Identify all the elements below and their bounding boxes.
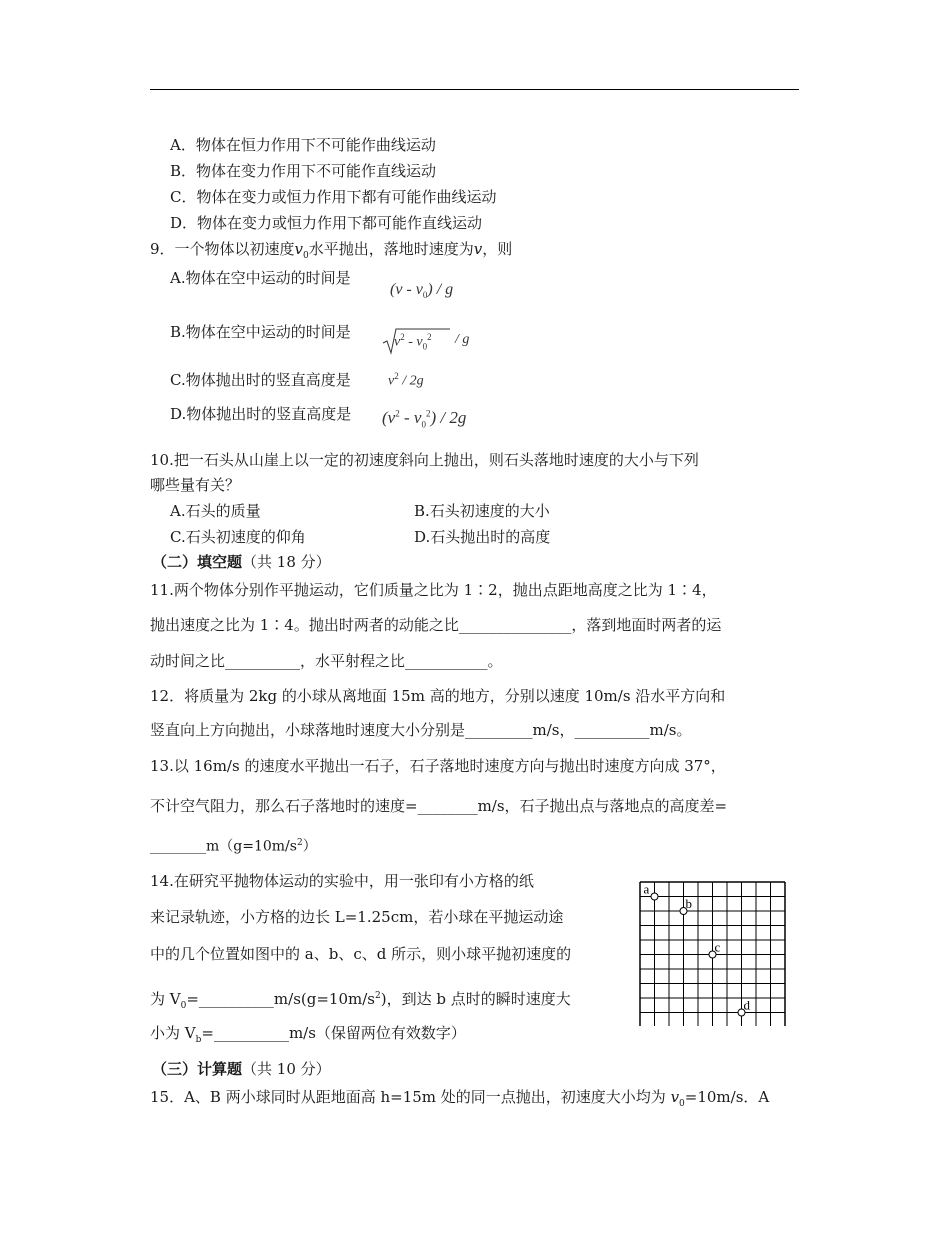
q9-option-b: B.物体在空中运动的时间是 <box>170 323 351 341</box>
trajectory-grid-figure <box>638 880 788 1026</box>
q10-option-b: B.石头初速度的大小 <box>414 502 550 520</box>
q11-line-1: 11.两个物体分别作平抛运动，它们质量之比为 1∶2，抛出点距地高度之比为 1∶4， <box>150 581 717 599</box>
q14-line-3: 中的几个位置如图中的 a、b、c、d 所示，则小球平抛初速度的 <box>150 945 572 963</box>
section-2-heading: （二）填空题（共 18 分） <box>152 553 331 571</box>
q9-option-d: D.物体抛出时的竖直高度是 <box>170 405 352 423</box>
q8-option-a: A．物体在恒力作用下不可能作曲线运动 <box>170 136 436 154</box>
trajectory-point-label-b: b <box>685 896 692 911</box>
q14-line-4: 为 $V_0=\_\_\_\_\_\_\_\_\_\_m/s(g=10m/s^2)$，到达 b 点时的瞬时速度大 <box>150 990 571 1011</box>
q9-option-a-formula: $(v - v_0)$ / g <box>390 281 454 301</box>
header-rule <box>150 89 799 90</box>
q10-option-a: A.石头的质量 <box>170 502 261 520</box>
q14-line-2: 来记录轨迹，小方格的边长 L=1.25cm，若小球在平抛运动途 <box>150 908 564 926</box>
q14-line-1: 14.在研究平抛物体运动的实验中，用一张印有小方格的纸 <box>150 872 534 890</box>
trajectory-point-label-a: a <box>643 881 650 897</box>
trajectory-point-a <box>651 893 658 900</box>
q13-line-2: 不计空气阻力，那么石子落地时的速度=________m/s，石子抛出点与落地点的高度差= <box>150 797 728 815</box>
q12-line-2: 竖直向上方向抛出，小球落地时速度大小分别是_________m/s，__________m/s。 <box>150 721 692 739</box>
q9-option-d-formula: $(v^2 - v_0^2) / 2g$ <box>382 408 467 430</box>
q13-line-3: $\_\_\_\_\_\_\_\_m(g=10m/s^2)$ <box>150 838 317 855</box>
trajectory-point-label-c: c <box>714 939 721 955</box>
q10-option-c: C.石头初速度的仰角 <box>170 528 306 546</box>
q8-option-d: D．物体在变力或恒力作用下都可能作直线运动 <box>170 214 483 232</box>
q9-stem: 9．一个物体以初速度$v_0$水平抛出，落地时速度为v，则 <box>150 240 513 261</box>
q9-option-c-formula: $v^2 / 2g$ <box>388 371 424 389</box>
q13-line-1: 13.以 16m/s 的速度水平抛出一石子，石子落地时速度方向与抛出时速度方向成 37°， <box>150 757 726 775</box>
q15-line-1: 15．A、B 两小球同时从距地面高 h=15m 处的同一点抛出，初速度大小均为 $v_0=10m/s$．A <box>150 1088 770 1109</box>
q11-line-2: 抛出速度之比为 1∶4。抛出时两者的动能之比_______________，落到地面时两者的运 <box>150 616 722 634</box>
q14-line-5: 小为 $V_b=\_\_\_\_\_\_\_\_\_\_m/s$（保留两位有效数字） <box>150 1024 466 1045</box>
trajectory-point-label-d: d <box>743 997 750 1013</box>
q9-option-a: A.物体在空中运动的时间是 <box>170 269 351 287</box>
q10-line-1: 10.把一石头从山崖上以一定的初速度斜向上抛出，则石头落地时速度的大小与下列 <box>150 451 699 469</box>
q9-option-c: C.物体抛出时的竖直高度是 <box>170 371 351 389</box>
q10-option-d: D.石头抛出时的高度 <box>414 528 551 546</box>
q8-option-c: C．物体在变力或恒力作用下都有可能作曲线运动 <box>170 188 497 206</box>
q10-line-2: 哪些量有关？ <box>150 476 241 494</box>
q11-line-3: 动时间之比__________，水平射程之比___________。 <box>150 652 503 670</box>
q8-option-b: B．物体在变力作用下不可能作直线运动 <box>170 162 437 180</box>
section-3-heading: （三）计算题（共 10 分） <box>152 1060 331 1078</box>
q12-line-1: 12．将质量为 2kg 的小球从离地面 15m 高的地方，分别以速度 10m/s 沿水平方向和 <box>150 687 726 705</box>
